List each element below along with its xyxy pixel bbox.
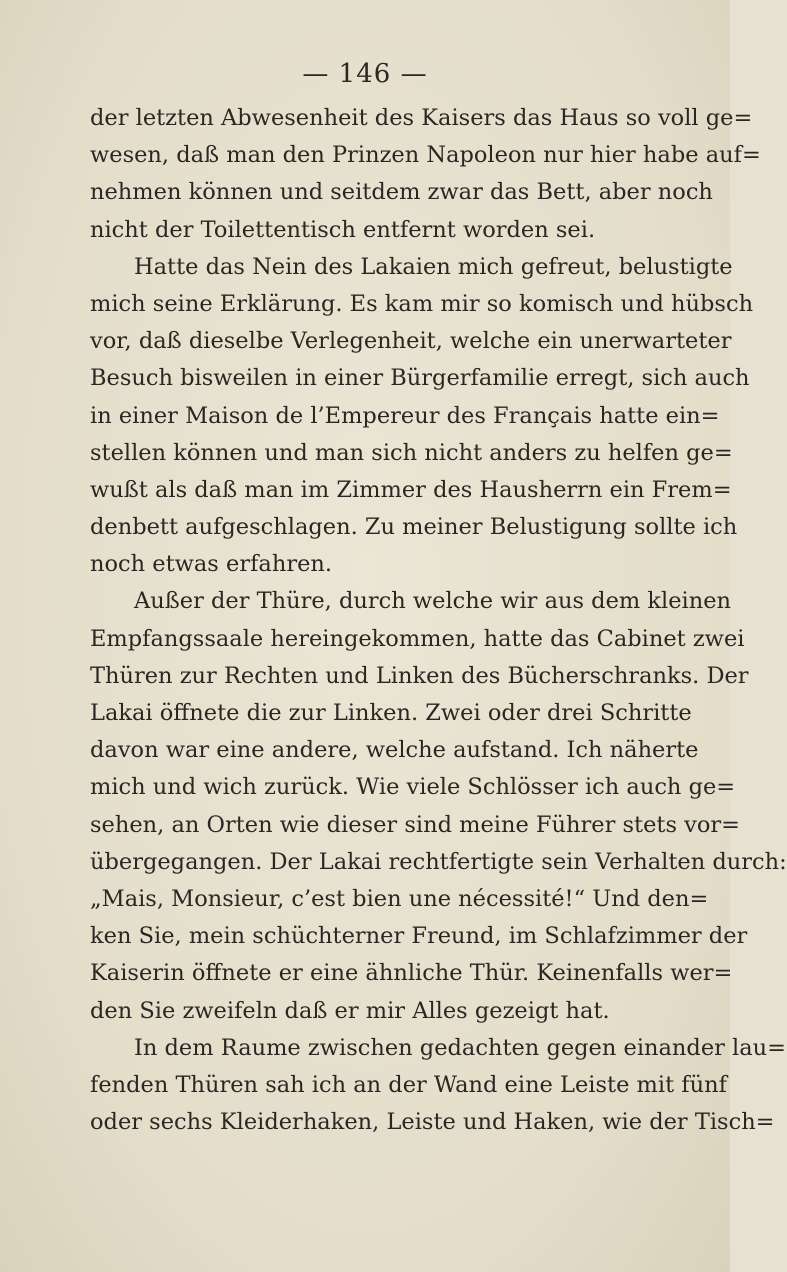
text-line: Lakai öffnete die zur Linken. Zwei oder drei Schritte <box>90 700 692 726</box>
body-text <box>90 100 787 1141</box>
text-line: nehmen können und seitdem zwar das Bett, aber noch <box>90 179 713 206</box>
text-line: Kaiserin öffnete er eine ähnliche Thür. Keinenfalls wer= <box>90 960 733 987</box>
text-line: wußt als daß man im Zimmer des Hausherrn ein Frem= <box>90 476 732 503</box>
text-line: in einer Maison de l’Empereur des Français hatte ein= <box>90 402 720 429</box>
text-line: nicht der Toilettentisch entfernt worden sei. <box>90 216 596 243</box>
text-line: oder sechs Kleiderhaken, Leiste und Haken, wie der Tisch= <box>90 1109 775 1136</box>
paragraph-start-line: In dem Raume zwischen gedachten gegen einander lau= <box>134 1034 787 1061</box>
text-line: vor, daß dieselbe Verlegenheit, welche ein unerwarteter <box>90 328 732 355</box>
text-line: Empfangssaale hereingekommen, hatte das Cabinet zwei <box>90 625 745 652</box>
text-line: sehen, an Orten wie dieser sind meine Führer stets vor= <box>90 811 741 838</box>
text-line: der letzten Abwesenheit des Kaisers das Haus so voll ge= <box>90 105 753 131</box>
text-line: den Sie zweifeln daß er mir Alles gezeigt hat. <box>90 997 610 1024</box>
page-number: — 146 — <box>302 59 428 89</box>
text-line: übergegangen. Der Lakai rechtfertigte sein Verhalten durch: <box>90 848 787 875</box>
text-line: fenden Thüren sah ich an der Wand eine Leiste mit fünf <box>90 1071 727 1098</box>
text-line: davon war eine andere, welche aufstand. Ich näherte <box>90 737 699 764</box>
text-line: denbett aufgeschlagen. Zu meiner Belustigung sollte ich <box>90 514 738 541</box>
text-line: Besuch bisweilen in einer Bürgerfamilie erregt, sich auch <box>90 365 750 392</box>
paragraph-start-line: Hatte das Nein des Lakaien mich gefreut, belustigte <box>134 253 733 280</box>
text-line: noch etwas erfahren. <box>90 551 333 578</box>
text-line: mich seine Erklärung. Es kam mir so komisch und hübsch <box>90 290 754 317</box>
paragraph-start-line: Außer der Thüre, durch welche wir aus dem kleinen <box>134 588 732 615</box>
text-line: mich und wich zurück. Wie viele Schlösser ich auch ge= <box>90 774 736 801</box>
text-line: Thüren zur Rechten und Linken des Bücherschranks. Der <box>90 662 749 689</box>
text-line: „Mais, Monsieur, c’est bien une nécessité!“ Und den= <box>90 885 709 912</box>
text-line: wesen, daß man den Prinzen Napoleon nur hier habe auf= <box>90 142 761 169</box>
text-line: stellen können und man sich nicht anders zu helfen ge= <box>90 439 733 466</box>
text-line: ken Sie, mein schüchterner Freund, im Schlafzimmer der <box>90 923 748 950</box>
